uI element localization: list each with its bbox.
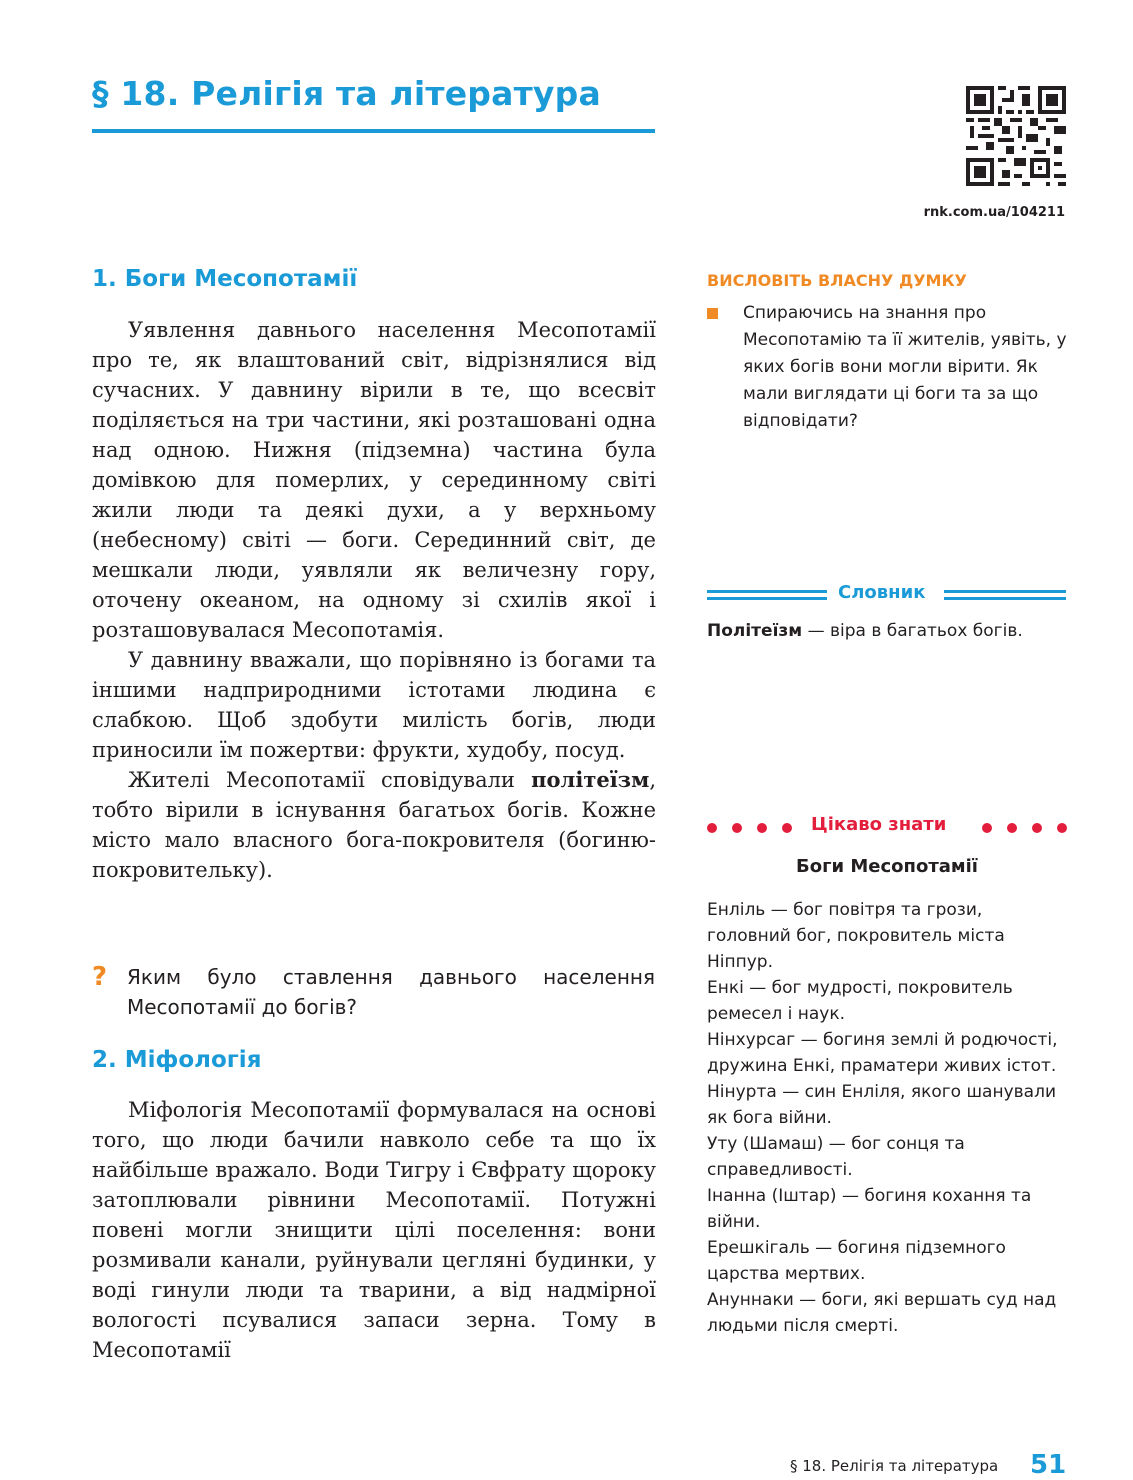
qr-code-icon[interactable] xyxy=(966,86,1066,186)
dictionary-rule-left xyxy=(707,590,827,601)
paragraph: Уявлення давнього населення Месопотамії про те, як влаштований світ, відрізнялися від сучасних. У давнину вірили в те, що всесвіт поділяється на три частини, які розташовані одна над одною. Нижня (підземна) частина була домівкою для померлих, у серединному світі жили люди та деякі духи, а у верхньому (небесному) світі — боги. Серединний світ, де мешкали люди, уявляли як величезну гору, оточену океаном, на одному зі схилів якої і розташовувалася Месопотамія. xyxy=(92,318,656,642)
list-item: Ерешкігаль — богиня підземного царства мертвих. xyxy=(707,1238,1006,1284)
list-item: Енліль — бог повітря та грози, головний бог, покровитель міста Ніппур. xyxy=(707,900,1005,972)
dots-decoration-left xyxy=(707,818,807,837)
paragraph xyxy=(92,765,656,885)
dictionary-term: Політеїзм xyxy=(707,621,803,641)
question-text: Яким було ставлення давнього населення Месопотамії до богів? xyxy=(127,965,655,1019)
running-title: § 18. Релігія та література xyxy=(790,1457,999,1475)
paragraph: У давнину вважали, що порівняно із богами та іншими надприродними істотами людина є слабкою. Щоб здобути милість богів, люди приносили їм пожертви: фрукти, худобу, посуд. xyxy=(92,648,656,762)
paragraph-text: Жителі Месопотамії сповідували xyxy=(128,768,532,792)
list-item: Нінхурсаг — богиня землі й родючості, дружина Енкі, праматери живих істот. xyxy=(707,1030,1058,1076)
list-item: Нінурта — син Енліля, якого шанували як бога війни. xyxy=(707,1082,1056,1128)
facts-list xyxy=(707,897,1067,1339)
question-mark-icon: ? xyxy=(92,962,108,992)
opinion-heading: ВИСЛОВІТЬ ВЛАСНУ ДУМКУ xyxy=(707,271,967,290)
bullet-square-icon xyxy=(707,308,718,319)
dictionary-rule-right xyxy=(944,590,1066,601)
list-item: Ануннаки — боги, які вершать суд над людьми після смерті. xyxy=(707,1290,1057,1336)
dictionary-entry xyxy=(707,618,1077,645)
list-item: Енкі — бог мудрості, покровитель ремесел і наук. xyxy=(707,978,1013,1024)
title-underline xyxy=(92,129,655,133)
dictionary-definition: — віра в багатьох богів. xyxy=(802,621,1023,641)
paragraph-text: , тобто вірили в існування багатьох богів. Кожне місто мало власного бога-покровителя (богиню-покровительку). xyxy=(92,768,656,882)
qr-link[interactable]: rnk.com.ua/104211 xyxy=(923,205,1065,220)
list-item: Уту (Шамаш) — бог сонця та справедливості. xyxy=(707,1134,965,1180)
page-number: 51 xyxy=(1030,1450,1067,1480)
facts-subheading: Боги Месопотамії xyxy=(796,856,978,877)
section-heading-2: 2. Міфологія xyxy=(92,1047,262,1073)
term-bold: політеїзм xyxy=(531,767,650,792)
section-1-body xyxy=(92,315,656,885)
paragraph: Міфологія Месопотамії формувалася на основі того, що люди бачили навколо себе та що їх найбільше вражало. Води Тигру і Євфрату щороку затоплювали рівнини Месопотамії. Потужні повені могли знищити цілі поселення: вони розмивали канали, руйнували цегляні будинки, у воді гинули люди та тварини, а від надмірної вологості псувалися запаси зерна. Тому в Месопотамії xyxy=(92,1098,656,1362)
opinion-text: Спираючись на знання про Месопотамію та її жителів, уявіть, у яких богів вони могли вірити. Як мали виглядати ці боги та за що відповідати? xyxy=(743,303,1067,431)
dots-decoration-right xyxy=(982,818,1082,837)
facts-heading: Цікаво знати xyxy=(811,814,947,835)
dictionary-heading: Словник xyxy=(838,582,926,603)
chapter-title: § 18. Релігія та література xyxy=(92,74,601,113)
section-2-body xyxy=(92,1095,656,1365)
list-item: Інанна (Іштар) — богиня кохання та війни. xyxy=(707,1186,1032,1232)
section-heading-1: 1. Боги Месопотамії xyxy=(92,266,358,292)
